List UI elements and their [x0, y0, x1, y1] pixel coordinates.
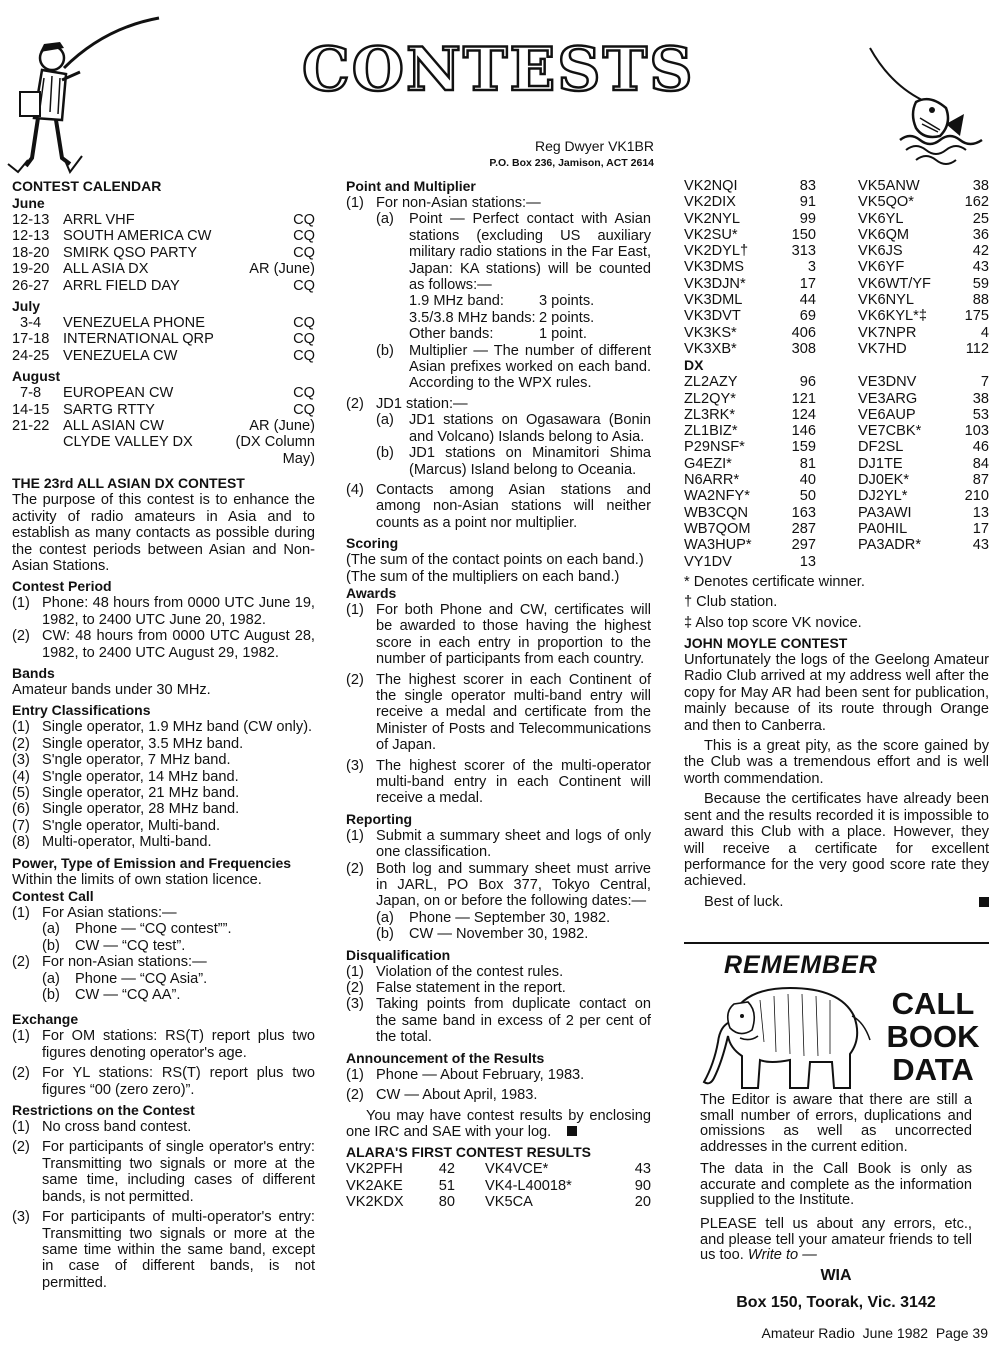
table-row: VK2DYL† 313 VK6JS 42	[684, 243, 989, 260]
footnote: ‡ Also top score VK novice.	[684, 614, 862, 631]
calendar-row	[12, 434, 315, 450]
fisherman-illustration	[4, 8, 164, 176]
calendar-row	[12, 418, 315, 434]
ad-paragraph: The data in the Call Book is only as accurate and complete as the information supplied to the Institute.	[700, 1161, 972, 1209]
moyle-signoff: Best of luck.	[684, 894, 989, 910]
calendar-row	[12, 402, 315, 418]
list-item: (2) False statement in the report.	[346, 980, 566, 997]
sub-item: (a) Phone — “CQ contest””.	[42, 921, 232, 938]
table-row: VK2SU* 150 VK6QM 36	[684, 226, 989, 243]
event-dates: 7-8	[20, 385, 42, 402]
calendar-row	[12, 385, 315, 401]
table-row: WB3CQN 163 PA3AWI 13	[684, 504, 989, 521]
sub-item: (a) Point — Perfect contact with Asian stations (excluding US auxiliary military radio stations in the Far East, Japan: KA stations) will be counted as follows:—	[376, 211, 651, 294]
entry-heading: Entry Classifications	[12, 702, 151, 719]
list-item: (4) Contacts among Asian stations and among non-Asian stations will neither counts as a point nor multiplier.	[346, 481, 651, 531]
table-row: VK2NQI 83 VK5ANW 38	[684, 178, 989, 194]
table-row: VK2PFH 42 VK4VCE* 43	[346, 1161, 651, 1178]
event-source: CQ	[293, 385, 315, 402]
table-row: VK3DVT 69 VK6KYL*‡ 175	[684, 308, 989, 325]
table-row: VK3KS* 406 VK7NPR 4	[684, 324, 989, 341]
list-item: (2) JD1 station:—	[346, 395, 468, 412]
sub-item: (b) Multiplier — The number of different Asian prefixes worked on each band. According to the WPX rules.	[376, 342, 651, 392]
points-row: 1.9 MHz band: 3 points.	[409, 293, 595, 310]
event-name: EUROPEAN CW	[63, 385, 174, 402]
calendar-month: August	[12, 368, 61, 385]
table-row: VK2AKE 51 VK4-L40018* 90	[346, 1177, 651, 1194]
points-row: Other bands: 1 point.	[409, 326, 587, 343]
page-footer: Amateur Radio June 1982 Page 39	[761, 1325, 988, 1341]
event-source: CQ	[293, 347, 315, 364]
footnote: * Denotes certificate winner.	[684, 573, 865, 590]
list-item: (2) CW: 48 hours from 0000 UTC August 28, 1982, to 2400 UTC August 29, 1982.	[12, 628, 315, 661]
event-source: CQ	[293, 277, 315, 294]
list-item: (1) For Asian stations:—	[12, 905, 177, 921]
announce-heading: Announcement of the Results	[346, 1049, 545, 1066]
restrictions-heading: Restrictions on the Contest	[12, 1102, 195, 1119]
calendar-row	[12, 451, 315, 467]
reporting-heading: Reporting	[346, 810, 413, 827]
points-row: 3.5/3.8 MHz bands: 2 points.	[409, 309, 595, 326]
moyle-heading: JOHN MOYLE CONTEST	[684, 635, 848, 652]
event-name: INTERNATIONAL QRP	[63, 331, 214, 348]
table-row: ZL1BIZ* 146 VE7CBK* 103	[684, 423, 989, 440]
calendar-heading: CONTEST CALENDAR	[12, 178, 162, 194]
list-item: (2) CW — About April, 1983.	[346, 1087, 538, 1104]
table-row: VK3XB* 308 VK7HD 112	[684, 340, 989, 357]
divider	[684, 942, 989, 944]
list-item: (2) For non-Asian stations:—	[12, 954, 207, 971]
sub-item: (b) CW — “CQ test”.	[42, 937, 186, 954]
event-name: ALL ASIAN CW	[63, 418, 164, 435]
event-dates: 3-4	[20, 315, 42, 332]
page-title: CONTESTS	[302, 35, 695, 105]
calendar-row	[12, 212, 315, 228]
remember-heading: REMEMBER	[724, 951, 878, 979]
scoring-text: (The sum of the contact points on each band.)	[346, 552, 644, 569]
table-row: WB7QOM 287 PA0HIL 17	[684, 520, 989, 537]
list-item: (1) Submit a summary sheet and logs of only one classification.	[346, 827, 651, 861]
author-name: Reg Dwyer VK1BR	[534, 138, 654, 154]
power-heading: Power, Type of Emission and Frequencies	[12, 854, 292, 871]
table-row: VY1DV 13	[684, 553, 816, 570]
list-item: (2) Both log and summary sheet must arrive in JARL, PO Box 377, Tokyo Central, Japan, on or before the following dates:—	[346, 860, 651, 910]
event-name: VENEZUELA PHONE	[63, 315, 205, 332]
ad-wia: WIA	[820, 1267, 852, 1284]
awards-heading: Awards	[346, 584, 397, 601]
exchange-heading: Exchange	[12, 1011, 79, 1028]
event-source: CQ	[293, 244, 315, 261]
table-row: WA3HUP* 297 PA3ADR* 43	[684, 537, 989, 554]
point-heading: Point and Multiplier	[346, 178, 476, 194]
ad-address: Box 150, Toorak, Vic. 3142	[736, 1294, 936, 1311]
event-dates: 17-18	[12, 331, 50, 348]
table-row: VK2KDX 80 VK5CA 20	[346, 1193, 651, 1210]
event-dates: 24-25	[12, 347, 50, 364]
event-source: CQ	[293, 315, 315, 332]
calendar-month: July	[12, 298, 41, 315]
event-name: ALL ASIA DX	[63, 261, 149, 278]
table-row: VK2NYL 99 VK6YL 25	[684, 210, 989, 227]
list-item: (2) For YL stations: RS(T) report plus two figures “00 (zero zero)”.	[12, 1065, 315, 1098]
sub-item: (b) CW — “CQ AA”.	[42, 987, 181, 1004]
event-source: AR (June)	[249, 418, 315, 435]
dx-scores-table	[684, 374, 989, 570]
list-item: (4) S'ngle operator, 14 MHz band.	[12, 768, 239, 785]
alara-heading: ALARA'S FIRST CONTEST RESULTS	[346, 1144, 591, 1161]
book-word: BOOK	[886, 1019, 980, 1054]
dx-heading: DX	[684, 357, 704, 374]
event-source: May)	[282, 450, 315, 467]
vk-scores-table	[684, 178, 989, 357]
moyle-paragraph: Unfortunately the logs of the Geelong Amateur Radio Club arrived at my address well after the copy for May AR had been sent for publication, mainly because of its route through Orange and then to Canberra.	[684, 652, 989, 734]
list-item: (2) Single operator, 3.5 MHz band.	[12, 735, 244, 752]
event-name: SARTG RTTY	[63, 401, 155, 418]
scoring-heading: Scoring	[346, 535, 399, 552]
event-dates: 26-27	[12, 277, 50, 294]
moyle-paragraph: This is a great pity, as the score gained by the Club was a tremendous effort and is well worth commendation.	[684, 738, 989, 787]
calendar-row	[12, 278, 315, 294]
list-item: (3) The highest scorer of the multi-operator multi-band entry in each Continent will receive a medal.	[346, 757, 651, 807]
calendar-month: June	[12, 195, 45, 211]
scoring-text: (The sum of the multipliers on each band.)	[346, 568, 620, 585]
sub-item: (b) JD1 stations on Minamitori Shima (Marcus) Island belong to Oceania.	[376, 445, 651, 478]
call-heading: Contest Call	[12, 888, 94, 904]
event-source: AR (June)	[249, 261, 315, 278]
list-item: (2) For participants of single operator's entry: Transmitting two signals or more at the same time, including cases of different bands, is not permitted.	[12, 1139, 315, 1205]
power-text: Within the limits of own station licence.	[12, 871, 262, 888]
event-source: CQ	[293, 228, 315, 245]
event-name: ARRL FIELD DAY	[63, 277, 180, 294]
period-heading: Contest Period	[12, 578, 112, 595]
event-source: (DX Column	[235, 434, 315, 451]
asian-heading: THE 23rd ALL ASIAN DX CONTEST	[12, 475, 245, 492]
fish-illustration	[860, 44, 990, 174]
event-name: CLYDE VALLEY DX	[63, 434, 193, 451]
list-item: (1) For both Phone and CW, certificates will be awarded to those having the highest score in each entry in proportion to the number of participants from each country.	[346, 601, 651, 668]
list-item: (3) For participants of multi-operator's entry: Transmitting two signals or more at the same time within the same band, except in case of different bands, is not permitted.	[12, 1209, 315, 1291]
list-item: (5) Single operator, 21 MHz band.	[12, 784, 240, 801]
event-source: CQ	[293, 212, 315, 228]
list-item: (1) Phone — About February, 1983.	[346, 1066, 585, 1083]
bands-heading: Bands	[12, 664, 55, 681]
asian-intro: The purpose of this contest is to enhance the activity of radio amateurs in Asia and to establish as many contacts as possible during the contest periods between Asian and Non-Asian Stations.	[12, 492, 315, 574]
table-row: VK3DJN* 17 VK6WT/YF 59	[684, 275, 989, 292]
column-right	[684, 178, 989, 910]
event-name: ARRL VHF	[63, 212, 135, 228]
calendar-row	[12, 315, 315, 331]
list-item: (1) For OM stations: RS(T) report plus two figures denoting operator's age.	[12, 1028, 315, 1061]
event-name: SOUTH AMERICA CW	[63, 228, 212, 245]
table-row: ZL3RK* 124 VE6AUP 53	[684, 406, 989, 423]
event-dates: 14-15	[12, 401, 50, 418]
table-row: P29NSF* 159 DF2SL 46	[684, 439, 989, 456]
event-dates: 18-20	[12, 244, 50, 261]
sub-item: (a) Phone — “CQ Asia”.	[42, 970, 208, 987]
table-row: ZL2QY* 121 VE3ARG 38	[684, 390, 989, 407]
event-name: SMIRK QSO PARTY	[63, 244, 198, 261]
column-left	[12, 178, 315, 1291]
alara-table	[346, 1161, 651, 1210]
sub-item: (a) Phone — September 30, 1982.	[376, 909, 611, 926]
table-row: N6ARR* 40 DJ0EK* 87	[684, 472, 989, 489]
calendar-row	[12, 348, 315, 364]
list-item: (2) The highest scorer in each Continent of the single operator multi-band entry will receive a medal and certificate from the Minister of Posts and Telecommunications of Japan.	[346, 671, 651, 754]
event-source: CQ	[293, 331, 315, 348]
list-item: (1) Phone: 48 hours from 0000 UTC June 19, 1982, to 2400 UTC June 20, 1982.	[12, 595, 315, 628]
list-item: (3) Taking points from duplicate contact on the same band in excess of 2 per cent of the total.	[346, 996, 651, 1046]
list-item: (7) S'ngle operator, Multi-band.	[12, 817, 221, 834]
table-row: WA2NFY* 50 DJ2YL* 210	[684, 488, 989, 505]
calendar-row	[12, 261, 315, 277]
list-item: (1) Violation of the contest rules.	[346, 963, 564, 980]
event-dates: 21-22	[12, 418, 50, 435]
disq-heading: Disqualification	[346, 946, 451, 963]
calendar-row	[12, 331, 315, 347]
author-address: P.O. Box 236, Jamison, ACT 2614	[489, 157, 654, 169]
data-word: DATA	[892, 1052, 974, 1087]
footnote: † Club station.	[684, 594, 778, 611]
sub-item: (b) CW — November 30, 1982.	[376, 926, 589, 943]
table-row: VK3DMS 3 VK6YF 43	[684, 259, 989, 276]
event-name: VENEZUELA CW	[63, 347, 178, 364]
moyle-paragraph: Because the certificates have already been sent and the results recorded it is impossible to award this Club with a place. However, they will receive a certificate for excellent performance for the very good score rate they achieved.	[684, 791, 989, 890]
table-row: VK3DML 44 VK6NYL 88	[684, 292, 989, 309]
event-dates: 12-13	[12, 212, 50, 228]
end-mark-icon	[567, 1126, 577, 1136]
list-item: (6) Single operator, 28 MHz band.	[12, 801, 240, 818]
elephant-illustration	[700, 982, 878, 1094]
call-word: CALL	[891, 986, 975, 1021]
event-dates: 12-13	[12, 228, 50, 245]
table-row: VK2DIX 91 VK5QO* 162	[684, 194, 989, 211]
end-mark-icon	[979, 897, 989, 907]
ad-paragraph: PLEASE tell us about any errors, etc., and please tell your amateur friends to tell us too. Write to —	[700, 1216, 972, 1264]
calendar-row	[12, 245, 315, 261]
ad-paragraph: The Editor is aware that there are still a small number of errors, duplications and omissions as well as uncorrected addresses in the current edition.	[700, 1092, 972, 1155]
list-item: (1) For non-Asian stations:—	[346, 195, 541, 211]
sub-item: (a) JD1 stations on Ogasawara (Bonin and Volcano) Islands belong to Asia.	[376, 412, 651, 445]
list-item: (3) S'ngle operator, 7 MHz band.	[12, 752, 231, 769]
bands-text: Amateur bands under 30 MHz.	[12, 681, 211, 698]
closing-text: You may have contest results by enclosing one IRC and SAE with your log.	[346, 1107, 651, 1140]
event-source: CQ	[293, 401, 315, 418]
list-item: (8) Multi-operator, Multi-band.	[12, 834, 212, 851]
list-item: (1) Single operator, 1.9 MHz band (CW only).	[12, 719, 313, 736]
event-dates: 19-20	[12, 261, 50, 278]
column-middle	[346, 178, 651, 1210]
list-item: (1) No cross band contest.	[12, 1119, 192, 1136]
table-row: ZL2AZY 96 VE3DNV 7	[684, 374, 989, 391]
table-row: G4EZI* 81 DJ1TE 84	[684, 455, 989, 472]
calendar-row	[12, 228, 315, 244]
